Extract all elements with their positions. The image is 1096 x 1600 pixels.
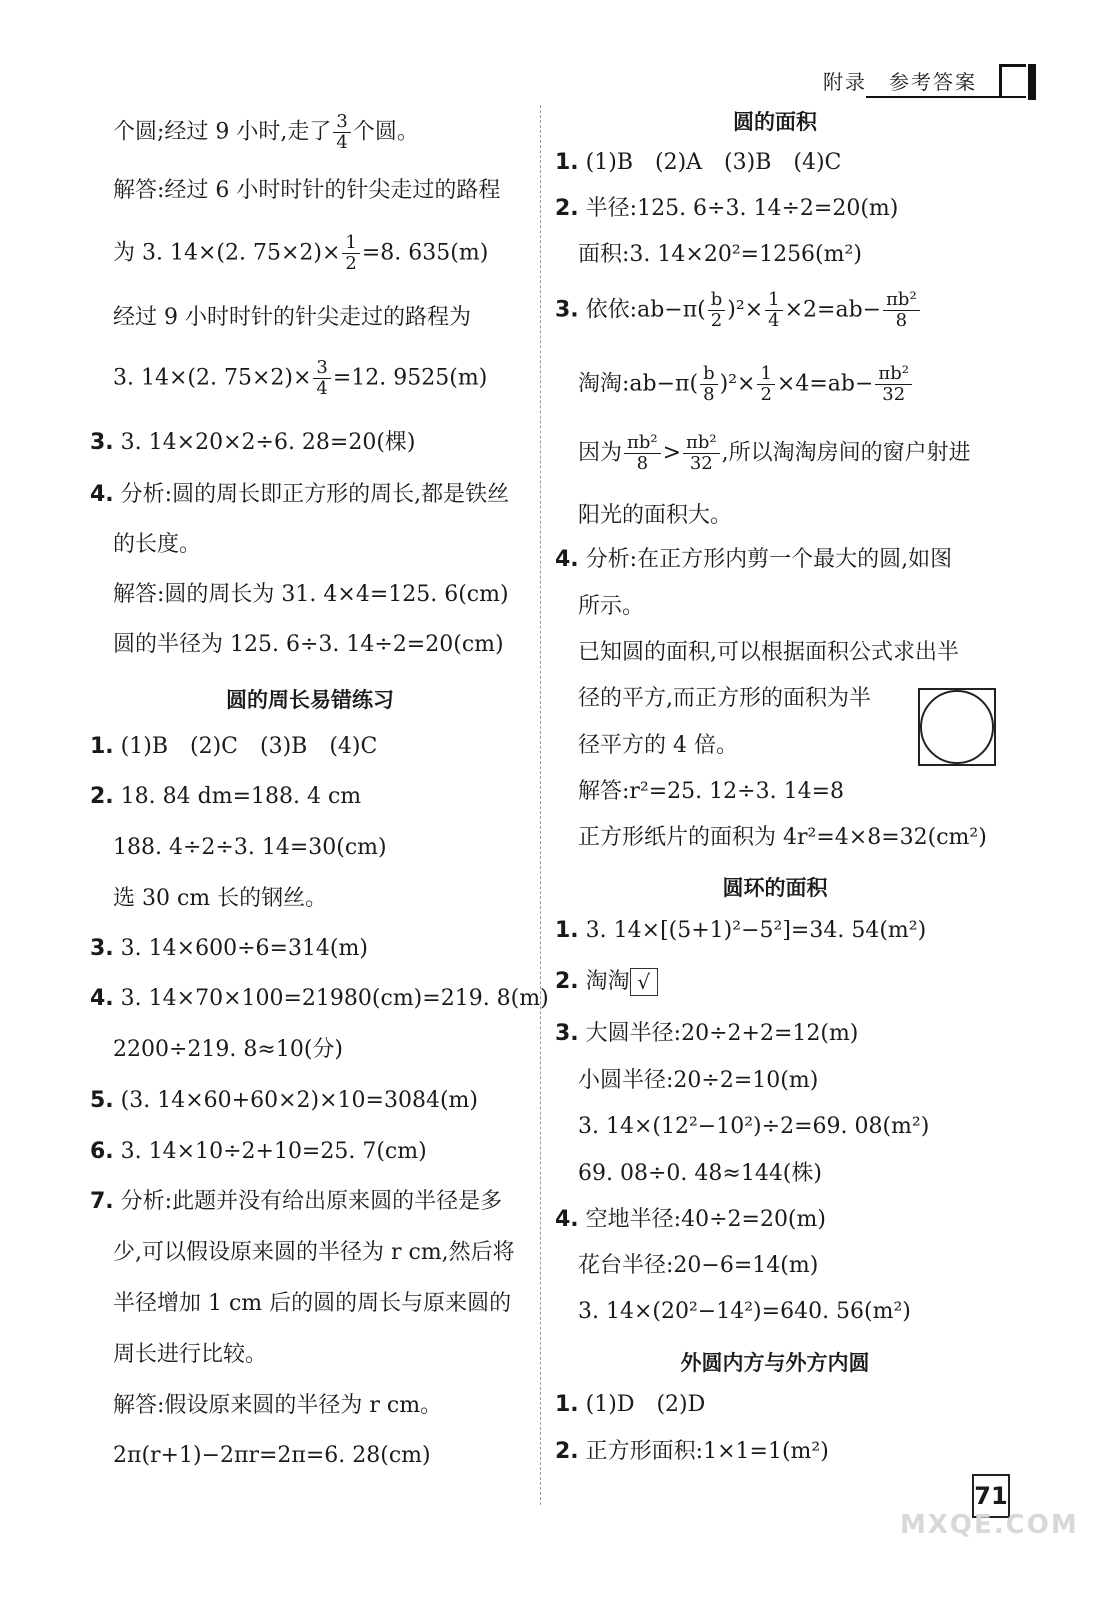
left-q4: 4. 分析:圆的周长即正方形的周长,都是铁丝 (90, 482, 510, 507)
left-a4b: 2200÷219. 8≈10(分) (113, 1037, 343, 1062)
left-a4: 4. 3. 14×70×100=21980(cm)=219. 8(m) (90, 986, 549, 1011)
column-divider (540, 105, 541, 1505)
fraction: $\frac{3}{4}$ (313, 358, 330, 399)
left-q3: 3. 3. 14×20×2÷6. 28=20(棵) (90, 430, 416, 455)
left-a6: 6. 3. 14×10÷2+10=25. 7(cm) (90, 1139, 427, 1164)
right-s3d: 69. 08÷0. 48≈144(株) (578, 1161, 822, 1186)
corner-mark-icon (999, 64, 1026, 97)
left-q4d: 圆的半径为 125. 6÷3. 14÷2=20(cm) (113, 632, 504, 657)
left-a2b: 188. 4÷2÷3. 14=30(cm) (113, 835, 387, 860)
right-r9: 已知圆的面积,可以根据面积公式求出半 (578, 640, 959, 665)
check-mark-icon: √ (630, 968, 658, 996)
left-line-5: 3. 14×(2. 75×2)× $\frac{3}{4}$ =12. 9525(m) (113, 357, 488, 399)
right-t2: 2. 正方形面积:1×1=1(m²) (555, 1439, 829, 1464)
section-heading-circumference-errors: 圆的周长易错练习 (226, 688, 394, 712)
right-r6: 阳光的面积大。 (578, 503, 733, 528)
right-s3: 3. 大圆半径:20÷2+2=12(m) (555, 1021, 859, 1046)
left-q4b: 的长度。 (113, 532, 202, 557)
left-line-3: 为 3. 14×(2. 75×2)× $\frac{1}{2}$ =8. 635(m) (113, 232, 489, 274)
left-a2c: 选 30 cm 长的钢丝。 (113, 886, 328, 911)
right-r1: 1. (1)B (2)A (3)B (4)C (555, 150, 842, 175)
right-t1: 1. (1)D (2)D (555, 1392, 706, 1417)
header-appendix: 附录 (823, 69, 867, 94)
page-header (823, 62, 1026, 98)
right-r8: 所示。 (578, 594, 645, 619)
left-a7d: 周长进行比较。 (113, 1342, 268, 1367)
fraction: $\frac{3}{4}$ (333, 112, 350, 153)
inscribed-circle (920, 690, 994, 764)
right-s4: 4. 空地半径:40÷2=20(m) (555, 1207, 826, 1232)
left-a5: 5. (3. 14×60+60×2)×10=3084(m) (90, 1088, 478, 1113)
right-s4c: 3. 14×(20²−14²)=640. 56(m²) (578, 1299, 911, 1324)
right-s4b: 花台半径:20−6=14(m) (578, 1253, 819, 1278)
right-r7: 4. 分析:在正方形内剪一个最大的圆,如图 (555, 547, 953, 572)
left-a7: 7. 分析:此题并没有给出原来圆的半径是多 (90, 1189, 503, 1214)
left-a3: 3. 3. 14×600÷6=314(m) (90, 936, 368, 961)
right-r3: 3. 依依:ab−π( $\frac{b}{2}$ )²× $\frac{1}{4}$ ×2=ab− $\frac{\text{πb²}}{8}$ (555, 290, 922, 331)
left-a7b: 少,可以假设原来圆的半径为 r cm,然后将 (113, 1240, 515, 1265)
right-r5: 因为 $\frac{\text{πb²}}{8}$ > $\frac{\text{πb²}}{32}$ ,所以淘淘房间的窗户射进 (578, 432, 971, 474)
right-r2b: 面积:3. 14×20²=1256(m²) (578, 242, 862, 267)
left-a1: 1. (1)B (2)C (3)B (4)C (90, 734, 378, 759)
section-heading-ring-area: 圆环的面积 (722, 876, 828, 900)
page-number: 71 (972, 1474, 1010, 1518)
fraction: $\frac{1}{2}$ (342, 233, 359, 274)
square-with-inscribed-circle-diagram (918, 688, 996, 766)
left-q4c: 解答:圆的周长为 31. 4×4=125. 6(cm) (113, 582, 509, 607)
right-s3b: 小圆半径:20÷2=10(m) (578, 1068, 819, 1093)
left-line-1: 个圆;经过 9 小时,走了 $\frac{3}{4}$ 个圆。 (113, 111, 419, 153)
left-a7c: 半径增加 1 cm 后的圆的周长与原来圆的 (113, 1291, 512, 1316)
left-line-4: 经过 9 小时时针的针尖走过的路程为 (113, 305, 471, 330)
right-r2: 2. 半径:125. 6÷3. 14÷2=20(m) (555, 196, 899, 221)
left-a2: 2. 18. 84 dm=188. 4 cm (90, 784, 362, 809)
right-s3c: 3. 14×(12²−10²)÷2=69. 08(m²) (578, 1114, 930, 1139)
section-heading-circle-square: 外圆内方与外方内圆 (680, 1351, 870, 1375)
left-a7e: 解答:假设原来圆的半径为 r cm。 (113, 1393, 443, 1418)
header-answers: 参考答案 (889, 69, 977, 94)
right-r4: 淘淘:ab−π( $\frac{b}{8}$ )²× $\frac{1}{2}$ ×4=ab− $\frac{\text{πb²}}{32}$ (578, 364, 914, 405)
right-s1: 1. 3. 14×[(5+1)²−5²]=34. 54(m²) (555, 918, 927, 943)
right-r13: 正方形纸片的面积为 4r²=4×8=32(cm²) (578, 825, 987, 850)
watermark: MXQE.COM (900, 1510, 1079, 1540)
header-rule (866, 96, 1026, 98)
right-s2: 2. 淘淘 √ (555, 968, 658, 996)
right-r11: 径平方的 4 倍。 (578, 733, 738, 758)
left-line-2: 解答:经过 6 小时时针的针尖走过的路程 (113, 178, 501, 203)
section-heading-circle-area: 圆的面积 (733, 110, 817, 134)
left-a7f: 2π(r+1)−2πr=2π=6. 28(cm) (113, 1443, 431, 1468)
right-r12: 解答:r²=25. 12÷3. 14=8 (578, 779, 844, 804)
right-r10: 径的平方,而正方形的面积为半 (578, 686, 871, 711)
